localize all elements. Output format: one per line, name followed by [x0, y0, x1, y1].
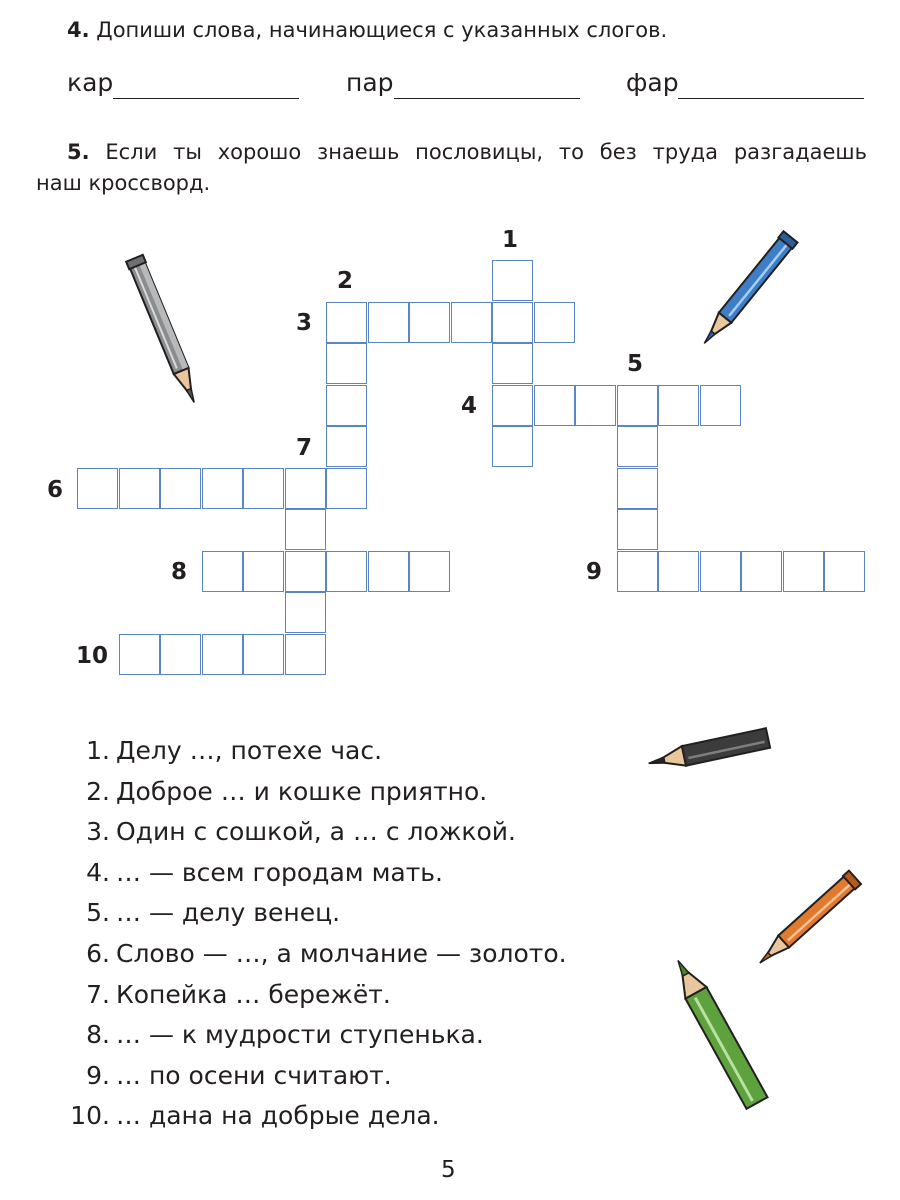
clue-item: 6. Слово — …, а молчание — золото.: [86, 938, 567, 968]
crossword-number-6: 6: [47, 477, 64, 503]
clue-item: 5. … — делу венец.: [86, 898, 341, 928]
task-4-number: 4.: [67, 18, 90, 42]
syllable-far: фар: [626, 68, 679, 97]
task-4-text: Допиши слова, начинающиеся с указанных слогов.: [96, 18, 668, 42]
clue-item: 1. Делу …, потехе час.: [86, 736, 383, 765]
syllable-kar: кар: [67, 68, 114, 97]
crossword-number-2: 2: [337, 268, 354, 294]
crossword-number-5: 5: [627, 351, 644, 377]
crossword-number-3: 3: [296, 310, 313, 336]
orange-pencil-icon: [754, 871, 861, 970]
task-5-text: Если ты хорошо знаешь пословицы, то без труда разгадаешь: [105, 140, 867, 164]
task-5-number: 5.: [67, 140, 90, 164]
crossword-number-9: 9: [586, 559, 603, 585]
crossword-number-8: 8: [171, 559, 188, 585]
blue-pencil-icon: [697, 231, 797, 349]
crossword-number-1: 1: [502, 227, 519, 253]
grey-pencil-icon: [126, 255, 202, 406]
task-5-instruction-line2: наш кроссворд.: [36, 171, 211, 195]
syllable-par: пар: [346, 68, 394, 97]
crossword-number-7: 7: [296, 435, 313, 461]
clue-item: 4. … — всем городам мать.: [86, 857, 443, 887]
black-pencil-icon: [647, 728, 770, 773]
crossword-number-4: 4: [461, 393, 478, 419]
clue-item: 3. Один с сошкой, а … с ложкой.: [86, 817, 516, 847]
clue-item: 2. Доброе … и кошке приятно.: [86, 776, 488, 806]
crossword-number-10: 10: [76, 643, 109, 669]
clue-item: 8. … — к мудрости ступенька.: [86, 1020, 484, 1050]
clue-item: 10. … дана на добрые дела.: [70, 1101, 440, 1131]
clue-item: 7. Копейка … бережёт.: [86, 979, 391, 1009]
clue-item: 9. … по осени считают.: [86, 1060, 392, 1090]
green-pencil-icon: [667, 955, 767, 1109]
page-number: 5: [441, 1157, 456, 1183]
